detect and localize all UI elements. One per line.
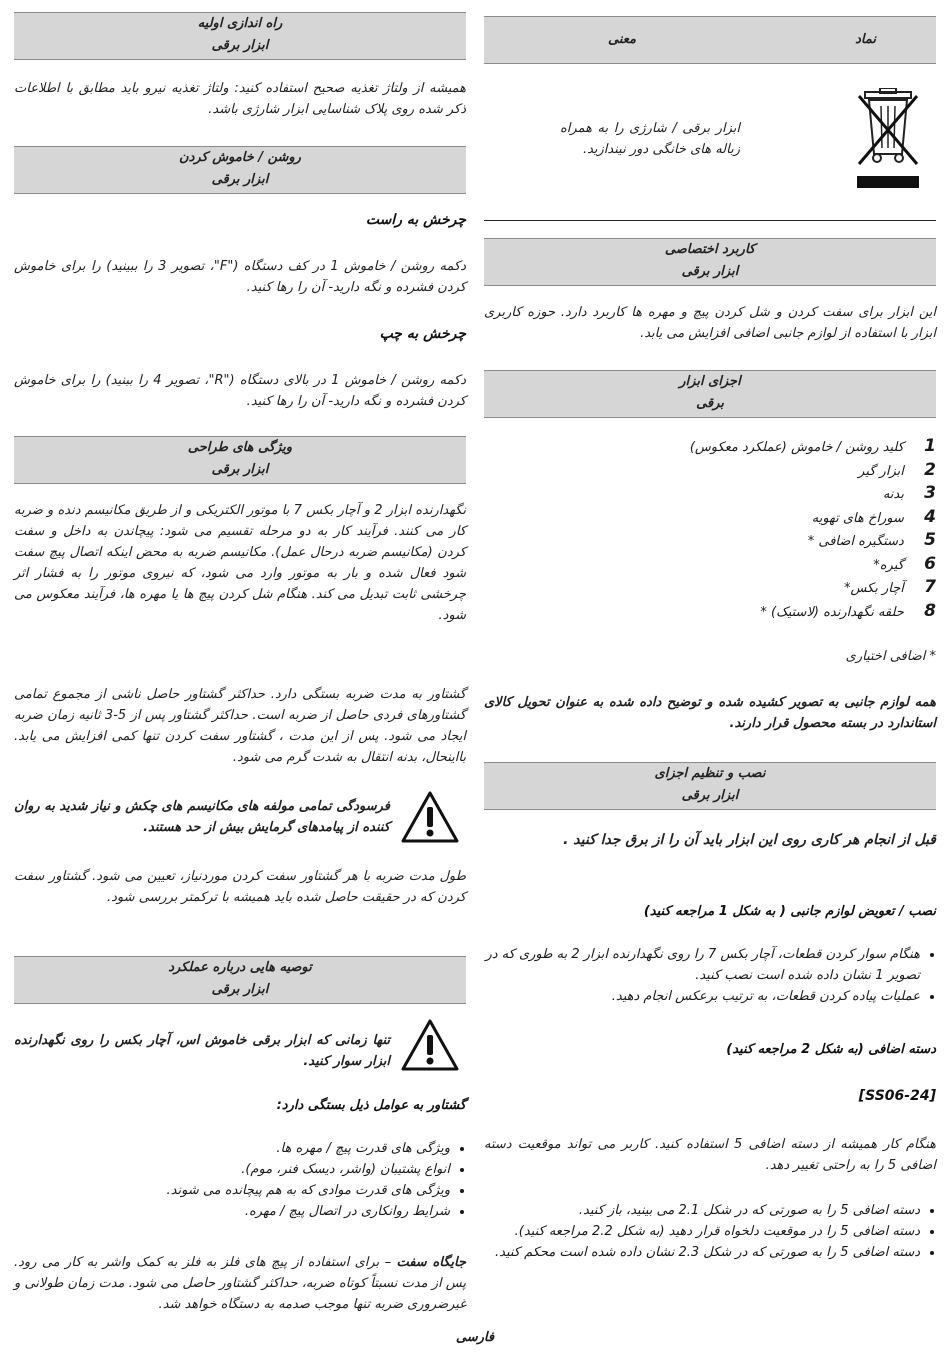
components-subtitle: برقی xyxy=(696,396,724,411)
design-subtitle: ابزار برقی xyxy=(211,462,269,477)
rotate-left-heading: چرخش به چپ xyxy=(379,326,466,342)
install-header xyxy=(484,762,936,810)
list-item: • ویژگی های قدرت پیچ / مهره ها. xyxy=(14,1138,450,1159)
design-text-1: نگهدارنده ابزار 2 و آچار بکس 7 با موتور الکتریکی و از طریق مکانیسم دنده و ضربه کار می کنند. فرآیند کار به دو مرحله تقسیم می شود: پیچاندن به داخل و سفت کردن (مکانیسم ضربه درحال عمل). مکانیسم ضربه به محض اینکه اتصال پیچ سفت شود فعال شده و بار به موتور وارد می شود، که نیروی موتور را به فشار اثر چرخشی ثابت تبدیل می کند. هنگام شل کردن پیچ ها یا مهره ها، فرآیند معکوس می شود. xyxy=(14,503,466,623)
handle-text: هنگام کار همیشه از دسته اضافی 5 استفاده کنید. کاربر می تواند موقعیت دسته اضافی 5 را به راحتی تغییر دهد. xyxy=(484,1137,936,1173)
rotate-right-text: دکمه روشن / خاموش 1 در کف دستگاه ("F"، تصویر 3 را ببینید) را برای خاموش کردن فشرده و نگه دارید- آن را رها کنید. xyxy=(14,259,466,295)
torque-factors-list xyxy=(14,1138,466,1222)
list-item: • دسته اضافی 5 را به صورتی که در شکل 2.3 نشان داده شده است محکم کنید. xyxy=(484,1242,920,1263)
tips-warning: تنها زمانی که ابزار برقی خاموش اس، آچار بکس را روی نگهدارنده ابزار سوار کنید. xyxy=(14,1033,390,1069)
list-item: 3 بدنه xyxy=(882,483,936,503)
design-warning: فرسودگی تمامی مولفه های مکانیسم های چکش و نیاز شدید به روان کننده از پیامدهای گرمایش بیش از حد هستند. xyxy=(14,799,390,835)
list-item: 6 گیره* xyxy=(873,553,936,574)
torque-factors-heading: گشتاور به عوامل ذیل بستگی دارد: xyxy=(276,1098,466,1113)
list-item: 8 حلقه نگهدارنده (لاستیک) * xyxy=(760,600,936,621)
tips-title: توصیه هایی درباره عملکرد xyxy=(168,960,312,975)
usage-subtitle: ابزار برقی xyxy=(681,264,739,279)
startup-header xyxy=(14,12,466,60)
footer-language: فارسی xyxy=(455,1330,495,1345)
components-title: اجزای ابزار xyxy=(679,374,741,389)
design-text-3: طول مدت ضربه با هر گشتاور سفت کردن موردنیاز، تعیین می شود. گشتاور سفت کردن که در حقیقت حاصل شده باید همیشه با ترکمتر بررسی شود. xyxy=(14,869,466,905)
install-title: نصب و تنظیم اجزای xyxy=(654,766,766,781)
warning-icon xyxy=(400,1018,460,1076)
list-item: • هنگام سوار کردن قطعات، آچار بکس 7 را روی نگهدارنده ابزار 2 به طوری که در تصویر 1 نشان داده شده است نصب کنید. xyxy=(484,944,920,986)
hard-seat-paragraph xyxy=(14,1252,466,1315)
list-item: • ویژگی های قدرت موادی که به هم پیچانده می شوند. xyxy=(14,1180,450,1201)
accessory-heading: نصب / تعویض لوازم جانبی ( به شکل 1 مراجعه کنید) xyxy=(643,904,936,919)
list-item: 4 سوراخ های تهویه xyxy=(811,506,936,527)
accessories-note: همه لوازم جانبی به تصویر کشیده شده و توضیح داده شده به عنوان تحویل کالای استاندارد در بسته محصول قرار دارند. xyxy=(484,695,936,731)
disposal-text: ابزار برقی / شارژی را به همراه زباله های خانگی دور نیندازید. xyxy=(560,121,740,157)
symbol-header: نماد xyxy=(855,32,876,47)
usage-title: کاربرد اختصاصی xyxy=(664,242,756,257)
onoff-title: روشن / خاموش کردن xyxy=(179,150,301,165)
components-header xyxy=(484,370,936,418)
list-item: 7 آچار بکس* xyxy=(843,577,936,597)
startup-title: راه اندازی اولیه xyxy=(197,16,283,31)
design-text-2: گشتاور به مدت ضربه بستگی دارد. حداکثر گشتاور حاصل ناشی از مجموع تمامی گشتاورهای فردی حاصل از ضربه است. حداکثر گشتاور پس از 5-3 ثانیه زمان ضربه ایجاد می شود. پس از این مدت ، گشتاور سفت کردن تنها کمی افزایش می یابد. بااینحال، بدنه انتقال به شدت گرم می شود. xyxy=(14,687,466,765)
list-item: 5 دستگیره اضافی * xyxy=(807,530,936,550)
list-item: • شرایط روانکاری در اتصال پیچ / مهره. xyxy=(14,1201,450,1222)
optional-note: * اضافی اختیاری xyxy=(845,649,936,664)
usage-header xyxy=(484,238,936,286)
list-item: 1 کلید روشن / خاموش (عملکرد معکوس) xyxy=(689,436,936,456)
list-item: • عملیات پیاده کردن قطعات، به ترتیب برعکس انجام دهید. xyxy=(484,986,920,1007)
components-list xyxy=(560,436,936,624)
unplug-warning: قبل از انجام هر کاری روی این ابزار باید آن را از برق جدا کنید . xyxy=(563,832,936,848)
startup-text: همیشه از ولتاژ تغذیه صحیح استفاده کنید: ولتاژ تغذیه نیرو باید مطابق با اطلاعات ذکر شده روی پلاک شناسایی ابزار شارژی باشد. xyxy=(14,81,466,117)
usage-text: این ابزار برای سفت کردن و شل کردن پیچ و مهره ها کاربرد دارد. حوزه کاربری ابزار با استفاده از لوازم جانبی اضافی افزایش می یابد. xyxy=(484,305,936,341)
startup-subtitle: ابزار برقی xyxy=(211,38,269,53)
design-title: ویژگی های طراحی xyxy=(187,440,293,455)
warning-icon xyxy=(400,790,460,848)
list-item: 2 ابزار گیر xyxy=(858,459,936,480)
list-item: • دسته اضافی 5 را به صورتی که در شکل 2.1 می بینید، باز کنید. xyxy=(484,1200,920,1221)
symbol-table-header xyxy=(484,16,936,64)
weee-bin-icon xyxy=(855,88,921,190)
list-item: • انواع پشتیبان (واشر، دیسک فنر، موم). xyxy=(14,1159,450,1180)
list-item: • دسته اضافی 5 را در موقعیت دلخواه قرار دهید (به شکل 2.2 مراجعه کنید). xyxy=(484,1221,920,1242)
hard-seat-text: – برای استفاده از پیچ های فلز به فلز به کمک واشر به کار می رود. پس از مدت نسبتاً کوتاه ضربه، حداکثر گشتاور حاصل می شود. مدت زمان طولانی و غیرضروری ضربه تنها موجب صدمه به دستگاه خواهد شد. xyxy=(14,1255,466,1312)
tips-subtitle: ابزار برقی xyxy=(211,982,269,997)
model-code: [SS06-24] xyxy=(858,1088,936,1104)
onoff-subtitle: ابزار برقی xyxy=(211,172,269,187)
meaning-header: معنی xyxy=(608,32,636,47)
accessory-steps xyxy=(484,944,936,1007)
tips-header xyxy=(14,956,466,1004)
handle-heading: دسته اضافی (به شکل 2 مراجعه کنید) xyxy=(726,1042,936,1057)
hard-seat-label: جایگاه سفت xyxy=(396,1255,467,1270)
rotate-left-text: دکمه روشن / خاموش 1 در بالای دستگاه ("R"، تصویر 4 را ببنید) را برای خاموش کردن فشرده و نگه دارید- آن را رها کنید. xyxy=(14,373,466,409)
section-divider xyxy=(484,220,936,221)
handle-steps xyxy=(484,1200,936,1263)
rotate-right-heading: چرخش به راست xyxy=(365,212,466,228)
design-header xyxy=(14,436,466,484)
onoff-header xyxy=(14,146,466,194)
install-subtitle: ابزار برقی xyxy=(681,788,739,803)
